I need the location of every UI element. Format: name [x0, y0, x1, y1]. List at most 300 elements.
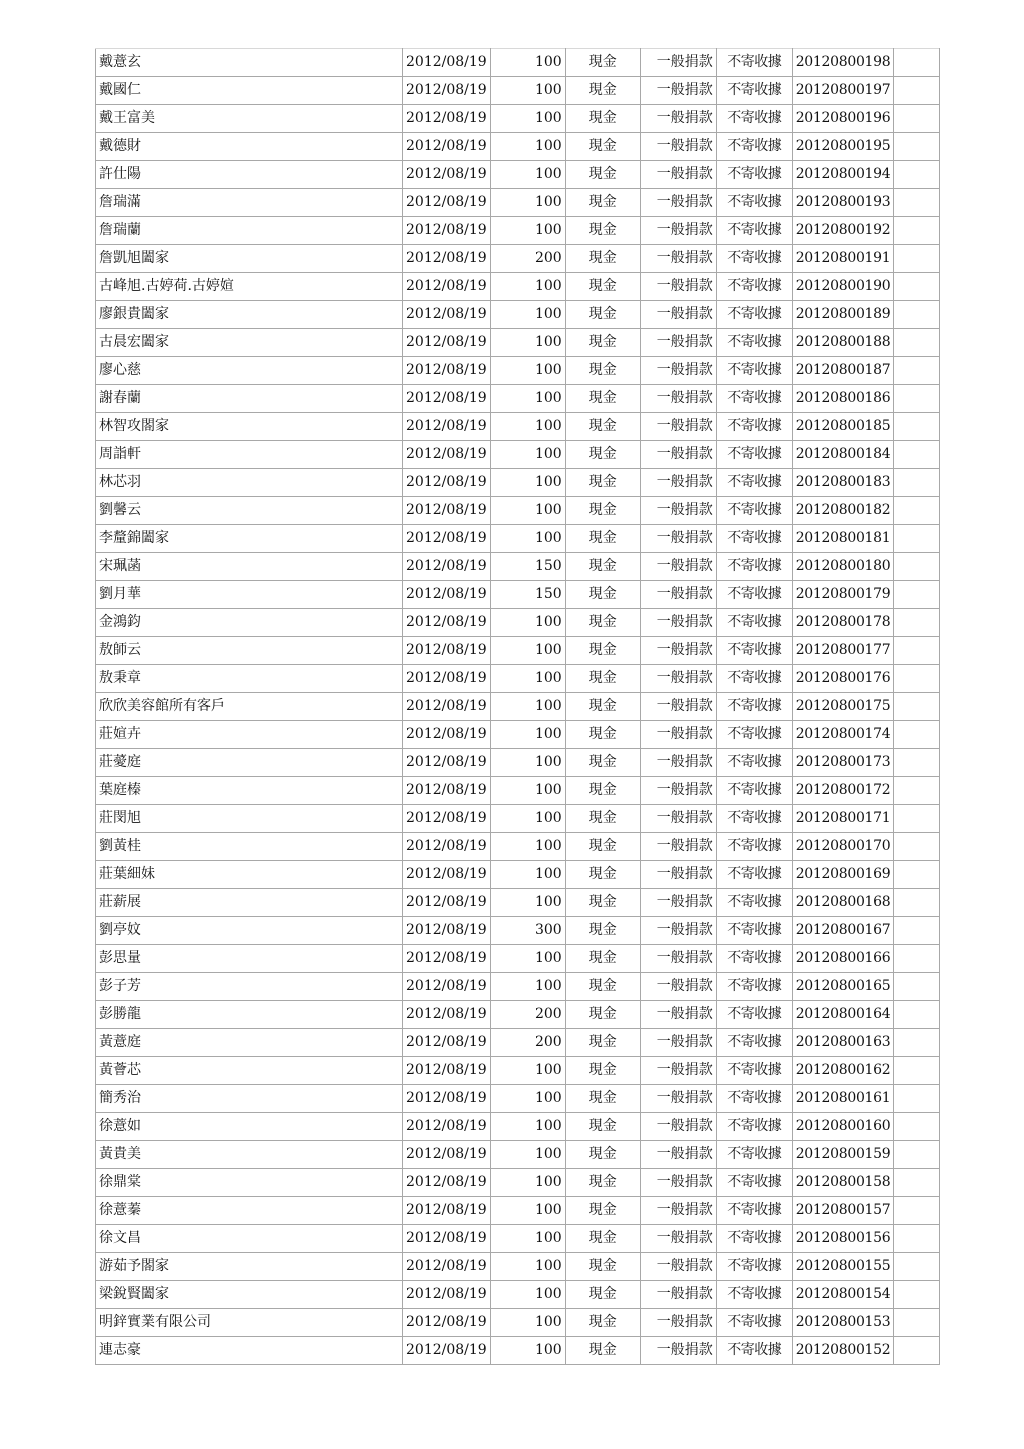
receipt-number-cell: 20120800185 — [792, 413, 894, 441]
receipt-option-cell: 不寄收據 — [716, 637, 792, 665]
donor-name-cell: 戴薏玄 — [96, 49, 403, 77]
donation-type-cell: 一般捐款 — [640, 49, 716, 77]
empty-cell — [894, 189, 940, 217]
empty-cell — [894, 245, 940, 273]
receipt-number-cell: 20120800188 — [792, 329, 894, 357]
amount-cell: 100 — [490, 889, 565, 917]
payment-method-cell: 現金 — [565, 469, 640, 497]
donation-type-cell: 一般捐款 — [640, 413, 716, 441]
receipt-option-cell: 不寄收據 — [716, 301, 792, 329]
donor-name-cell: 劉月華 — [96, 581, 403, 609]
donation-date-cell: 2012/08/19 — [403, 441, 491, 469]
payment-method-cell: 現金 — [565, 1337, 640, 1365]
donation-date-cell: 2012/08/19 — [403, 525, 491, 553]
receipt-number-cell: 20120800178 — [792, 609, 894, 637]
table-row — [96, 637, 940, 665]
receipt-number-cell: 20120800153 — [792, 1309, 894, 1337]
receipt-number-cell: 20120800172 — [792, 777, 894, 805]
donation-date-cell: 2012/08/19 — [403, 357, 491, 385]
donor-name-cell: 連志豪 — [96, 1337, 403, 1365]
payment-method-cell: 現金 — [565, 553, 640, 581]
receipt-number-cell: 20120800161 — [792, 1085, 894, 1113]
donation-type-cell: 一般捐款 — [640, 1085, 716, 1113]
receipt-option-cell: 不寄收據 — [716, 1281, 792, 1309]
donor-name-cell: 林芯羽 — [96, 469, 403, 497]
donor-name-cell: 謝春蘭 — [96, 385, 403, 413]
receipt-option-cell: 不寄收據 — [716, 665, 792, 693]
payment-method-cell: 現金 — [565, 973, 640, 1001]
donation-type-cell: 一般捐款 — [640, 637, 716, 665]
receipt-number-cell: 20120800174 — [792, 721, 894, 749]
receipt-number-cell: 20120800184 — [792, 441, 894, 469]
payment-method-cell: 現金 — [565, 413, 640, 441]
donor-name-cell: 詹瑞滿 — [96, 189, 403, 217]
payment-method-cell: 現金 — [565, 329, 640, 357]
donor-name-cell: 許仕陽 — [96, 161, 403, 189]
amount-cell: 100 — [490, 777, 565, 805]
amount-cell: 100 — [490, 973, 565, 1001]
receipt-number-cell: 20120800176 — [792, 665, 894, 693]
empty-cell — [894, 833, 940, 861]
receipt-option-cell: 不寄收據 — [716, 413, 792, 441]
table-row — [96, 1141, 940, 1169]
amount-cell: 100 — [490, 189, 565, 217]
donation-type-cell: 一般捐款 — [640, 749, 716, 777]
donor-name-cell: 黃薏庭 — [96, 1029, 403, 1057]
amount-cell: 100 — [490, 1141, 565, 1169]
receipt-option-cell: 不寄收據 — [716, 553, 792, 581]
table-row — [96, 889, 940, 917]
donation-type-cell: 一般捐款 — [640, 497, 716, 525]
receipt-option-cell: 不寄收據 — [716, 1169, 792, 1197]
amount-cell: 100 — [490, 525, 565, 553]
table-row — [96, 49, 940, 77]
amount-cell: 100 — [490, 833, 565, 861]
payment-method-cell: 現金 — [565, 945, 640, 973]
receipt-option-cell: 不寄收據 — [716, 385, 792, 413]
receipt-option-cell: 不寄收據 — [716, 721, 792, 749]
receipt-option-cell: 不寄收據 — [716, 749, 792, 777]
empty-cell — [894, 637, 940, 665]
receipt-option-cell: 不寄收據 — [716, 1057, 792, 1085]
receipt-option-cell: 不寄收據 — [716, 525, 792, 553]
receipt-number-cell: 20120800192 — [792, 217, 894, 245]
donation-date-cell: 2012/08/19 — [403, 1337, 491, 1365]
receipt-option-cell: 不寄收據 — [716, 1225, 792, 1253]
receipt-number-cell: 20120800163 — [792, 1029, 894, 1057]
receipt-number-cell: 20120800197 — [792, 77, 894, 105]
donation-type-cell: 一般捐款 — [640, 1169, 716, 1197]
amount-cell: 100 — [490, 413, 565, 441]
donation-type-cell: 一般捐款 — [640, 553, 716, 581]
table-row — [96, 1085, 940, 1113]
donation-date-cell: 2012/08/19 — [403, 469, 491, 497]
payment-method-cell: 現金 — [565, 693, 640, 721]
receipt-number-cell: 20120800193 — [792, 189, 894, 217]
empty-cell — [894, 133, 940, 161]
table-row — [96, 161, 940, 189]
table-row — [96, 245, 940, 273]
donor-name-cell: 詹凱旭闔家 — [96, 245, 403, 273]
amount-cell: 200 — [490, 1001, 565, 1029]
empty-cell — [894, 1225, 940, 1253]
empty-cell — [894, 581, 940, 609]
amount-cell: 100 — [490, 1197, 565, 1225]
donation-date-cell: 2012/08/19 — [403, 1029, 491, 1057]
donation-date-cell: 2012/08/19 — [403, 77, 491, 105]
donation-type-cell: 一般捐款 — [640, 1057, 716, 1085]
payment-method-cell: 現金 — [565, 217, 640, 245]
table-row — [96, 1197, 940, 1225]
empty-cell — [894, 273, 940, 301]
table-row — [96, 413, 940, 441]
donor-name-cell: 宋珮菡 — [96, 553, 403, 581]
receipt-number-cell: 20120800158 — [792, 1169, 894, 1197]
empty-cell — [894, 917, 940, 945]
amount-cell: 100 — [490, 49, 565, 77]
empty-cell — [894, 1337, 940, 1365]
donation-type-cell: 一般捐款 — [640, 917, 716, 945]
donation-date-cell: 2012/08/19 — [403, 105, 491, 133]
donation-type-cell: 一般捐款 — [640, 1281, 716, 1309]
empty-cell — [894, 861, 940, 889]
table-row — [96, 861, 940, 889]
donor-name-cell: 廖銀貴闔家 — [96, 301, 403, 329]
table-row — [96, 609, 940, 637]
table-row — [96, 497, 940, 525]
donor-name-cell: 金鴻鈞 — [96, 609, 403, 637]
table-row — [96, 1001, 940, 1029]
empty-cell — [894, 973, 940, 1001]
empty-cell — [894, 469, 940, 497]
receipt-option-cell: 不寄收據 — [716, 329, 792, 357]
receipt-option-cell: 不寄收據 — [716, 889, 792, 917]
donation-type-cell: 一般捐款 — [640, 161, 716, 189]
donation-date-cell: 2012/08/19 — [403, 1253, 491, 1281]
donor-name-cell: 徐薏如 — [96, 1113, 403, 1141]
receipt-option-cell: 不寄收據 — [716, 469, 792, 497]
donor-name-cell: 劉亭妏 — [96, 917, 403, 945]
amount-cell: 100 — [490, 385, 565, 413]
donor-name-cell: 黃薈芯 — [96, 1057, 403, 1085]
receipt-number-cell: 20120800171 — [792, 805, 894, 833]
payment-method-cell: 現金 — [565, 441, 640, 469]
table-row — [96, 833, 940, 861]
payment-method-cell: 現金 — [565, 1029, 640, 1057]
amount-cell: 100 — [490, 665, 565, 693]
empty-cell — [894, 77, 940, 105]
table-row — [96, 581, 940, 609]
amount-cell: 100 — [490, 1113, 565, 1141]
amount-cell: 100 — [490, 105, 565, 133]
receipt-option-cell: 不寄收據 — [716, 1197, 792, 1225]
donation-date-cell: 2012/08/19 — [403, 245, 491, 273]
table-row — [96, 189, 940, 217]
donation-date-cell: 2012/08/19 — [403, 1197, 491, 1225]
amount-cell: 100 — [490, 1085, 565, 1113]
receipt-number-cell: 20120800183 — [792, 469, 894, 497]
receipt-option-cell: 不寄收據 — [716, 1001, 792, 1029]
donation-type-cell: 一般捐款 — [640, 77, 716, 105]
empty-cell — [894, 1281, 940, 1309]
donor-name-cell: 莊媗卉 — [96, 721, 403, 749]
donation-date-cell: 2012/08/19 — [403, 805, 491, 833]
donation-date-cell: 2012/08/19 — [403, 329, 491, 357]
table-row — [96, 329, 940, 357]
payment-method-cell: 現金 — [565, 189, 640, 217]
donation-type-cell: 一般捐款 — [640, 833, 716, 861]
donation-type-cell: 一般捐款 — [640, 385, 716, 413]
receipt-option-cell: 不寄收據 — [716, 1253, 792, 1281]
empty-cell — [894, 1113, 940, 1141]
payment-method-cell: 現金 — [565, 637, 640, 665]
donation-date-cell: 2012/08/19 — [403, 133, 491, 161]
receipt-option-cell: 不寄收據 — [716, 945, 792, 973]
receipt-number-cell: 20120800190 — [792, 273, 894, 301]
table-row — [96, 1169, 940, 1197]
amount-cell: 100 — [490, 609, 565, 637]
donor-name-cell: 廖心慈 — [96, 357, 403, 385]
table-row — [96, 1113, 940, 1141]
amount-cell: 100 — [490, 1309, 565, 1337]
donation-date-cell: 2012/08/19 — [403, 973, 491, 1001]
empty-cell — [894, 1001, 940, 1029]
receipt-number-cell: 20120800180 — [792, 553, 894, 581]
donation-date-cell: 2012/08/19 — [403, 749, 491, 777]
donor-name-cell: 戴王富美 — [96, 105, 403, 133]
payment-method-cell: 現金 — [565, 1057, 640, 1085]
table-row — [96, 357, 940, 385]
receipt-option-cell: 不寄收據 — [716, 245, 792, 273]
amount-cell: 100 — [490, 749, 565, 777]
donation-type-cell: 一般捐款 — [640, 945, 716, 973]
receipt-option-cell: 不寄收據 — [716, 1337, 792, 1365]
table-row — [96, 385, 940, 413]
table-row — [96, 217, 940, 245]
donation-date-cell: 2012/08/19 — [403, 917, 491, 945]
donation-type-cell: 一般捐款 — [640, 581, 716, 609]
payment-method-cell: 現金 — [565, 1197, 640, 1225]
donor-name-cell: 游茹予閤家 — [96, 1253, 403, 1281]
amount-cell: 100 — [490, 1225, 565, 1253]
amount-cell: 100 — [490, 1253, 565, 1281]
donation-type-cell: 一般捐款 — [640, 469, 716, 497]
amount-cell: 200 — [490, 245, 565, 273]
payment-method-cell: 現金 — [565, 749, 640, 777]
payment-method-cell: 現金 — [565, 665, 640, 693]
donation-date-cell: 2012/08/19 — [403, 1085, 491, 1113]
receipt-option-cell: 不寄收據 — [716, 357, 792, 385]
table-row — [96, 693, 940, 721]
donation-type-cell: 一般捐款 — [640, 329, 716, 357]
donation-type-cell: 一般捐款 — [640, 357, 716, 385]
receipt-option-cell: 不寄收據 — [716, 497, 792, 525]
donation-type-cell: 一般捐款 — [640, 189, 716, 217]
donation-type-cell: 一般捐款 — [640, 1029, 716, 1057]
table-row — [96, 441, 940, 469]
amount-cell: 100 — [490, 1057, 565, 1085]
table-row — [96, 1057, 940, 1085]
payment-method-cell: 現金 — [565, 1169, 640, 1197]
donor-name-cell: 林智攻閤家 — [96, 413, 403, 441]
donation-type-cell: 一般捐款 — [640, 1113, 716, 1141]
payment-method-cell: 現金 — [565, 833, 640, 861]
donation-type-cell: 一般捐款 — [640, 693, 716, 721]
donation-date-cell: 2012/08/19 — [403, 833, 491, 861]
donation-date-cell: 2012/08/19 — [403, 385, 491, 413]
donor-name-cell: 簡秀治 — [96, 1085, 403, 1113]
amount-cell: 100 — [490, 77, 565, 105]
donor-name-cell: 敖秉章 — [96, 665, 403, 693]
receipt-number-cell: 20120800169 — [792, 861, 894, 889]
receipt-option-cell: 不寄收據 — [716, 1085, 792, 1113]
donation-type-cell: 一般捐款 — [640, 441, 716, 469]
payment-method-cell: 現金 — [565, 301, 640, 329]
table-body — [96, 49, 940, 1365]
payment-method-cell: 現金 — [565, 77, 640, 105]
amount-cell: 100 — [490, 161, 565, 189]
donation-date-cell: 2012/08/19 — [403, 693, 491, 721]
amount-cell: 100 — [490, 497, 565, 525]
empty-cell — [894, 301, 940, 329]
empty-cell — [894, 105, 940, 133]
donation-date-cell: 2012/08/19 — [403, 581, 491, 609]
empty-cell — [894, 1085, 940, 1113]
receipt-option-cell: 不寄收據 — [716, 973, 792, 1001]
empty-cell — [894, 413, 940, 441]
table-row — [96, 973, 940, 1001]
receipt-option-cell: 不寄收據 — [716, 609, 792, 637]
payment-method-cell: 現金 — [565, 1281, 640, 1309]
empty-cell — [894, 1141, 940, 1169]
empty-cell — [894, 1169, 940, 1197]
receipt-number-cell: 20120800179 — [792, 581, 894, 609]
payment-method-cell: 現金 — [565, 1225, 640, 1253]
amount-cell: 100 — [490, 441, 565, 469]
donation-type-cell: 一般捐款 — [640, 217, 716, 245]
donation-date-cell: 2012/08/19 — [403, 273, 491, 301]
empty-cell — [894, 329, 940, 357]
donation-type-cell: 一般捐款 — [640, 861, 716, 889]
receipt-number-cell: 20120800189 — [792, 301, 894, 329]
donation-date-cell: 2012/08/19 — [403, 1169, 491, 1197]
donor-name-cell: 徐鼎棠 — [96, 1169, 403, 1197]
payment-method-cell: 現金 — [565, 1001, 640, 1029]
amount-cell: 300 — [490, 917, 565, 945]
donation-type-cell: 一般捐款 — [640, 1309, 716, 1337]
table-row — [96, 133, 940, 161]
receipt-number-cell: 20120800198 — [792, 49, 894, 77]
receipt-number-cell: 20120800194 — [792, 161, 894, 189]
table-row — [96, 1309, 940, 1337]
donation-date-cell: 2012/08/19 — [403, 1281, 491, 1309]
payment-method-cell: 現金 — [565, 1141, 640, 1169]
receipt-option-cell: 不寄收據 — [716, 441, 792, 469]
empty-cell — [894, 721, 940, 749]
payment-method-cell: 現金 — [565, 357, 640, 385]
empty-cell — [894, 749, 940, 777]
receipt-number-cell: 20120800186 — [792, 385, 894, 413]
donor-name-cell: 黃貴美 — [96, 1141, 403, 1169]
table-row — [96, 77, 940, 105]
amount-cell: 100 — [490, 1169, 565, 1197]
amount-cell: 100 — [490, 861, 565, 889]
receipt-number-cell: 20120800187 — [792, 357, 894, 385]
payment-method-cell: 現金 — [565, 609, 640, 637]
donor-name-cell: 葉庭榛 — [96, 777, 403, 805]
payment-method-cell: 現金 — [565, 1113, 640, 1141]
empty-cell — [894, 693, 940, 721]
table-row — [96, 721, 940, 749]
amount-cell: 100 — [490, 945, 565, 973]
table-row — [96, 1337, 940, 1365]
payment-method-cell: 現金 — [565, 1085, 640, 1113]
donor-name-cell: 戴德財 — [96, 133, 403, 161]
donation-date-cell: 2012/08/19 — [403, 553, 491, 581]
amount-cell: 100 — [490, 357, 565, 385]
receipt-number-cell: 20120800170 — [792, 833, 894, 861]
empty-cell — [894, 357, 940, 385]
receipt-number-cell: 20120800177 — [792, 637, 894, 665]
donation-type-cell: 一般捐款 — [640, 889, 716, 917]
table-row — [96, 945, 940, 973]
donation-date-cell: 2012/08/19 — [403, 637, 491, 665]
donor-name-cell: 梁銳賢闔家 — [96, 1281, 403, 1309]
table-row — [96, 1281, 940, 1309]
donation-type-cell: 一般捐款 — [640, 1001, 716, 1029]
donor-name-cell: 劉馨云 — [96, 497, 403, 525]
receipt-number-cell: 20120800157 — [792, 1197, 894, 1225]
donor-name-cell: 劉黃桂 — [96, 833, 403, 861]
receipt-number-cell: 20120800160 — [792, 1113, 894, 1141]
receipt-number-cell: 20120800181 — [792, 525, 894, 553]
table-row — [96, 1225, 940, 1253]
empty-cell — [894, 945, 940, 973]
donor-name-cell: 彭思量 — [96, 945, 403, 973]
payment-method-cell: 現金 — [565, 273, 640, 301]
donation-date-cell: 2012/08/19 — [403, 497, 491, 525]
payment-method-cell: 現金 — [565, 889, 640, 917]
payment-method-cell: 現金 — [565, 1253, 640, 1281]
receipt-option-cell: 不寄收據 — [716, 105, 792, 133]
donation-type-cell: 一般捐款 — [640, 777, 716, 805]
empty-cell — [894, 161, 940, 189]
donation-date-cell: 2012/08/19 — [403, 1057, 491, 1085]
donor-name-cell: 欣欣美容館所有客戶 — [96, 693, 403, 721]
donation-date-cell: 2012/08/19 — [403, 777, 491, 805]
donation-type-cell: 一般捐款 — [640, 245, 716, 273]
payment-method-cell: 現金 — [565, 385, 640, 413]
receipt-number-cell: 20120800167 — [792, 917, 894, 945]
donation-date-cell: 2012/08/19 — [403, 889, 491, 917]
donation-type-cell: 一般捐款 — [640, 1225, 716, 1253]
empty-cell — [894, 1029, 940, 1057]
donation-type-cell: 一般捐款 — [640, 1337, 716, 1365]
receipt-option-cell: 不寄收據 — [716, 77, 792, 105]
donation-type-cell: 一般捐款 — [640, 301, 716, 329]
donor-name-cell: 周詣軒 — [96, 441, 403, 469]
empty-cell — [894, 525, 940, 553]
amount-cell: 150 — [490, 581, 565, 609]
receipt-option-cell: 不寄收據 — [716, 805, 792, 833]
donation-date-cell: 2012/08/19 — [403, 861, 491, 889]
receipt-option-cell: 不寄收據 — [716, 1309, 792, 1337]
amount-cell: 100 — [490, 721, 565, 749]
table-row — [96, 917, 940, 945]
donation-type-cell: 一般捐款 — [640, 1141, 716, 1169]
amount-cell: 100 — [490, 217, 565, 245]
table-row — [96, 1029, 940, 1057]
